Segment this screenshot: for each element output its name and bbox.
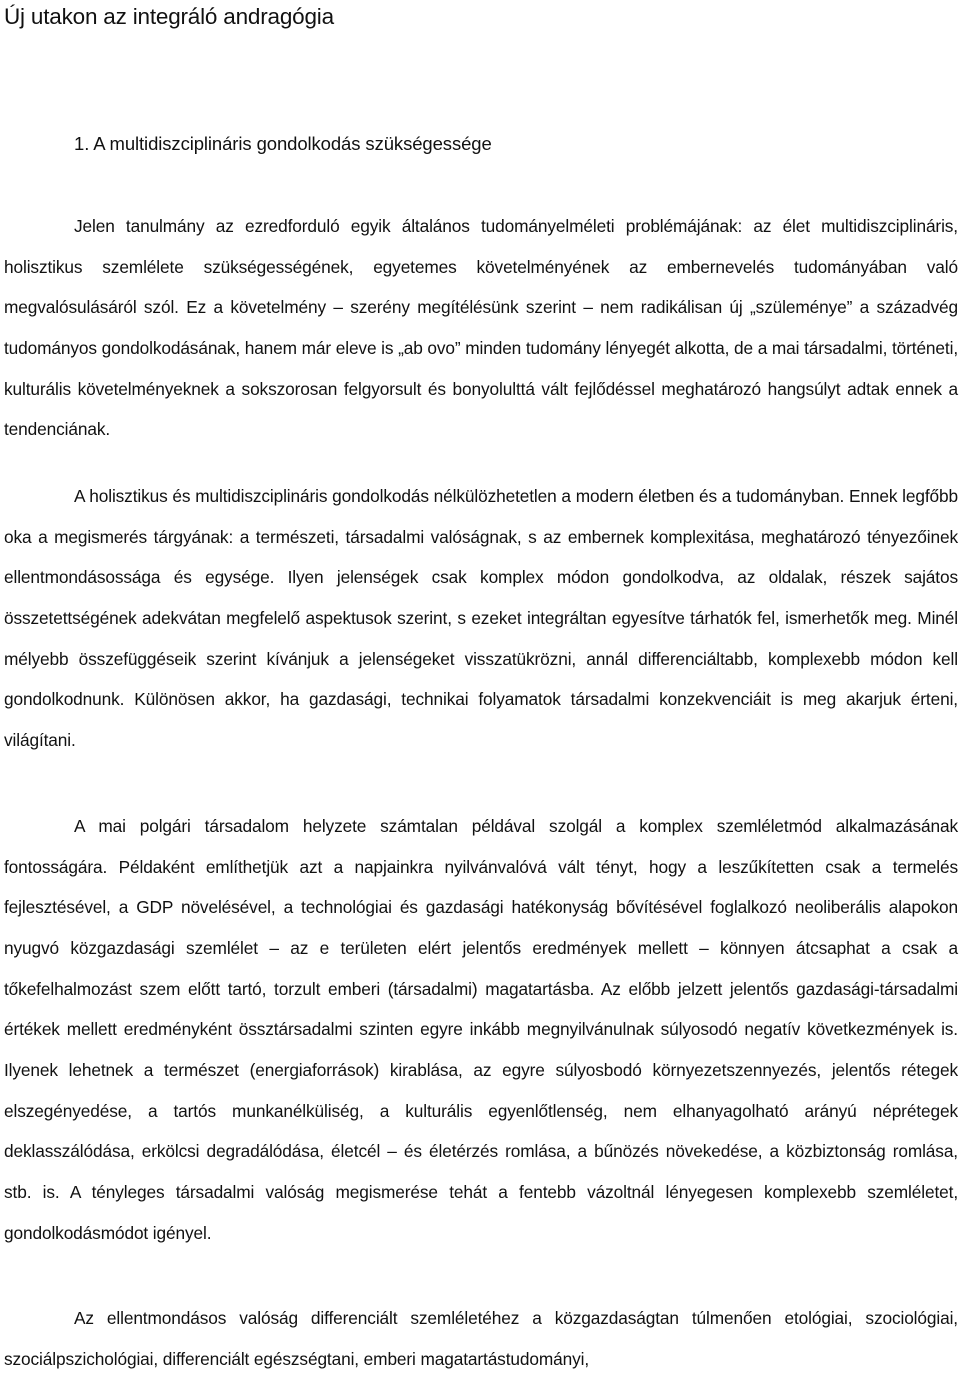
document-title: Új utakon az integráló andragógia	[4, 4, 334, 29]
body-paragraph: Jelen tanulmány az ezredforduló egyik általános tudományelméleti problémájának: az élet multidiszciplináris, holisztikus szemlélete szükségességének, egyetemes követelményének az embernevelés tudományában való megvalósulásáról szól. Ez a követelmény – szerény megítélésünk szerint – nem radikálisan új „szüleménye” a századvég tudományos gondolkodásának, hanem már eleve is „ab ovo” minden tudomány lényegét alkotta, de a mai társadalmi, történeti, kulturális követelményeknek a sokszorosan felgyorsult és bonyolulttá vált fejlődéssel meghatározó hangsúlyt adtak ennek a tendenciának.	[4, 216, 958, 440]
body-paragraph: A mai polgári társadalom helyzete számtalan példával szolgál a komplex szemléletmód alkalmazásának fontosságára. Példaként említhetjük azt a napjainkra nyilvánvalóvá vált tényt, hogy a leszűkítetten csak a termelés fejlesztésével, a GDP növelésével, a technológiai és gazdasági hatékonyság bővítésével foglalkozó neoliberális alapokon nyugvó közgazdasági szemlélet – az e területen elért jelentős eredmények mellett – könnyen átcsaphat a csak a tőkefelhalmozást szem előtt tartó, torzult emberi (társadalmi) magatartásba. Az előbb jelzett jelentős gazdasági-társadalmi értékek mellett eredményként össztársadalmi szinten egyre inkább megnyilvánulnak súlyosodó negatív következmények is. Ilyenek lehetnek a természet (energiaforrások) kirablása, az egyre súlyosbodó környezetszennyezés, jelentős rétegek elszegényedése, a tartós munkanélküliség, a kulturális egyenlőtlenség, nem elhanyagolható arányú néprétegek deklasszálódása, erkölcsi degradálódása, életcél – és életérzés romlása, a bűnözés növekedése, a közbiztonság romlása, stb. is. A tényleges társadalmi valóság megismerése tehát a fentebb vázoltnál lényegesen komplexebb szemléletet, gondolkodásmódot igényel.	[4, 816, 958, 1243]
body-paragraph: A holisztikus és multidiszciplináris gondolkodás nélkülözhetetlen a modern életben és a tudományban. Ennek legfőbb oka a megismerés tárgyának: a természeti, társadalmi valóságnak, s az embernek komplexitása, meghatározó tényezőinek ellentmondásossága és egysége. Ilyen jelenségek csak komplex módon gondolkodva, az oldalak, részek sajátos összetettségének adekvátan megfelelő aspektusok szerint, s ezeket integráltan egyesítve tárhatók fel, ismerhetők meg. Minél mélyebb összefüggéseik szerint kívánjuk a jelenségeket visszatükrözni, annál differenciáltabb, komplexebb módon kell gondolkodnunk. Különösen akkor, ha gazdasági, technikai folyamatok társadalmi konzekvenciáit is meg akarjuk érteni, világítani.	[4, 486, 958, 750]
section-heading: 1. A multidiszciplináris gondolkodás szükségessége	[74, 133, 492, 154]
body-paragraph: Az ellentmondásos valóság differenciált szemléletéhez a közgazdaságtan túlmenően etológiai, szociológiai, szociálpszichológiai, differenciált egészségtani, emberi magatartástudományi,	[4, 1308, 958, 1369]
